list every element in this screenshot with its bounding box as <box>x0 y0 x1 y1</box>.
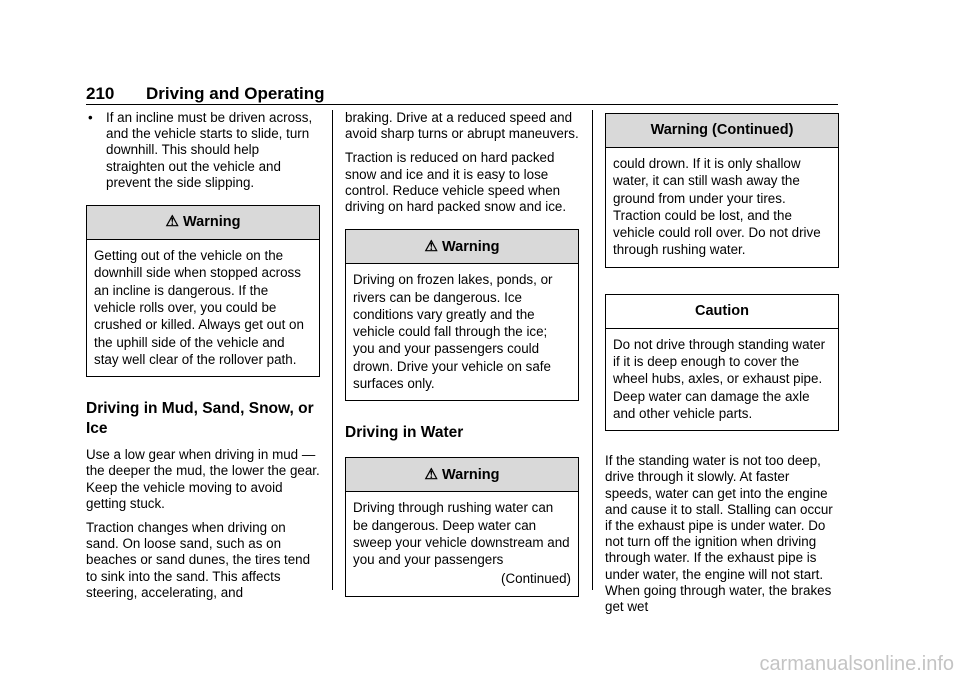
warning-box-incline <box>86 205 320 377</box>
warning-triangle-icon: ⚠ <box>165 213 179 231</box>
bullet-item <box>86 110 320 191</box>
warning-title: Warning <box>441 238 500 255</box>
page-number: 210 <box>86 84 115 103</box>
warning-box-rushing-water <box>345 457 579 596</box>
column-2 <box>345 110 579 619</box>
warning-box-continued <box>605 113 839 268</box>
caution-title: Caution <box>695 303 749 320</box>
warning-header <box>606 114 838 148</box>
bullet-text: If an incline must be driven across, and the vehicle starts to slide, turn downhill. This should help straighten out the vehicle and prevent the side slipping. <box>106 110 313 190</box>
paragraph-sand-traction: Traction changes when driving on sand. On loose sand, such as on beaches or sand dunes, the tires tend to sink into the sand. This affects steering, accelerating, and <box>86 519 311 600</box>
page-header <box>86 84 838 106</box>
column-3 <box>605 110 839 623</box>
warning-box-frozen-lakes <box>345 229 579 401</box>
column-divider-1 <box>332 110 333 590</box>
paragraph-snow-ice: Traction is reduced on hard packed snow and ice and it is easy to lose control. Reduce vehicle speed when driving on hard packed snow and ice. <box>345 150 567 215</box>
warning-triangle-icon: ⚠ <box>424 465 438 483</box>
watermark: carmanualsonline.info <box>759 653 954 675</box>
warning-text: Driving through rushing water can be dangerous. Deep water can sweep your vehicle downstream and you and your passengers <box>353 500 570 568</box>
section-heading-mud-sand-snow-ice: Driving in Mud, Sand, Snow, or Ice <box>86 400 314 438</box>
warning-title: Warning <box>182 214 241 231</box>
bullet-marker: • <box>88 110 93 125</box>
warning-body: could drown. If it is only shallow water, it can still wash away the ground from under your tires. Traction could be lost, and the vehicle could roll over. Do not drive through rushing water. <box>613 156 821 258</box>
paragraph-braking: braking. Drive at a reduced speed and avoid sharp turns or abrupt maneuvers. <box>345 110 579 142</box>
column-divider-2 <box>592 110 593 590</box>
paragraph-standing-water: If the standing water is not too deep, drive through it slowly. At faster speeds, water can get into the engine and cause it to stall. Stalling can occur if the exhaust pipe is under water. Do not turn off the ignition when driving through water. If the exhaust pipe is under water, the engine will not start. When going through water, the brakes get wet <box>605 453 833 615</box>
warning-body: Getting out of the vehicle on the downhill side when stopped across an incline is dangerous. If the vehicle rolls over, you could be crushed or killed. Always get out on the uphill side of the vehicle and stay well clear of the rollover path. <box>94 248 304 367</box>
warning-header <box>346 230 578 264</box>
continued-label: (Continued) <box>501 571 571 587</box>
warning-title: Warning (Continued) <box>650 122 794 139</box>
warning-body <box>346 492 578 595</box>
caution-box <box>605 294 839 431</box>
column-1 <box>86 110 320 609</box>
caution-body: Do not drive through standing water if it is deep enough to cover the wheel hubs, axles, or exhaust pipe. Deep water can damage the axle and other vehicle parts. <box>613 336 826 421</box>
caution-header <box>606 295 838 329</box>
section-heading-driving-in-water: Driving in Water <box>345 424 464 442</box>
warning-triangle-icon: ⚠ <box>424 237 438 255</box>
paragraph-low-gear: Use a low gear when driving in mud — the deeper the mud, the lower the gear. Keep the vehicle moving to avoid getting stuck. <box>86 447 320 511</box>
warning-body: Driving on frozen lakes, ponds, or rivers can be dangerous. Ice conditions vary greatly and the vehicle could fall through the ice; you and your passengers could drown. Drive your vehicle on safe surfaces only. <box>353 272 553 391</box>
warning-header <box>87 206 319 240</box>
section-title: Driving and Operating <box>146 84 325 103</box>
warning-title: Warning <box>441 466 500 483</box>
header-rule <box>86 104 838 105</box>
warning-header <box>346 458 578 492</box>
